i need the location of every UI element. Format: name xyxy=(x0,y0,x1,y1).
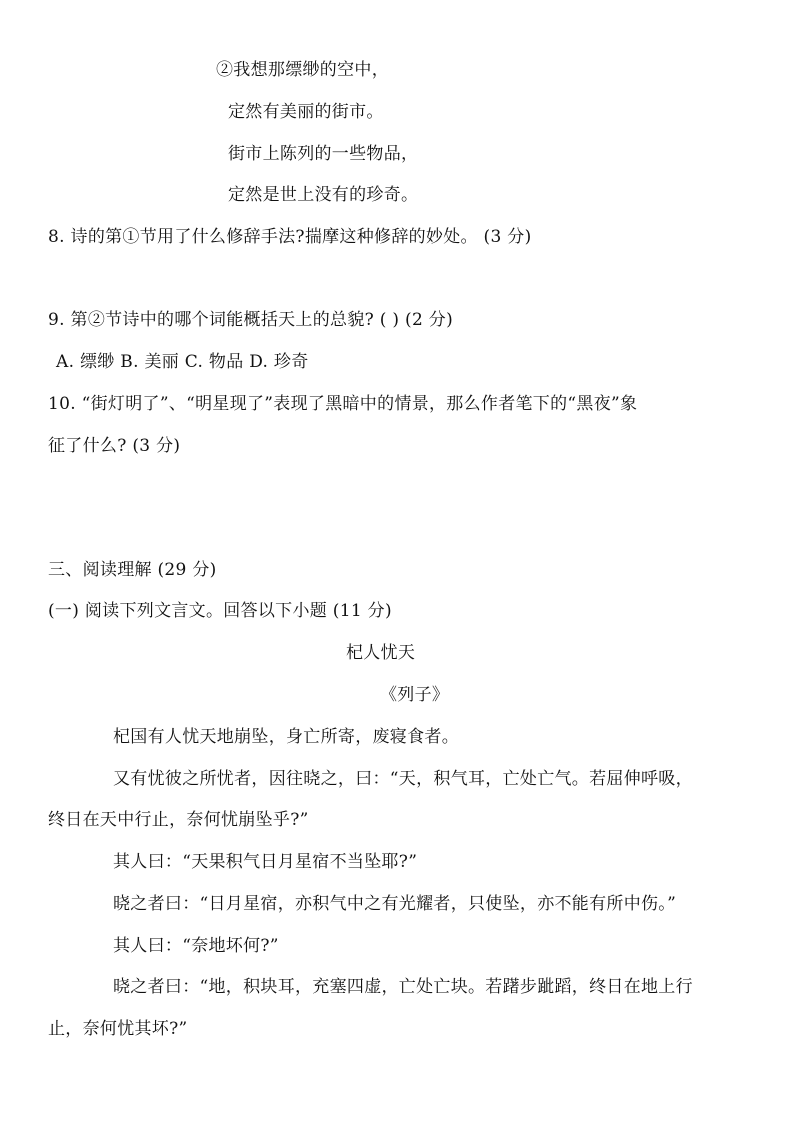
sub-section-heading: (一) 阅读下列文言文。回答以下小题 (11 分) xyxy=(48,601,392,621)
passage-paragraph: 其人曰：“奈地坏何?” xyxy=(113,936,279,956)
poem-line: 定然有美丽的街市。 xyxy=(228,102,384,122)
passage-author: 《列子》 xyxy=(380,685,450,705)
poem-line: 定然是世上没有的珍奇。 xyxy=(228,185,419,205)
question-9-options: A. 缥缈 B. 美丽 C. 物品 D. 珍奇 xyxy=(56,352,309,372)
section-heading: 三、阅读理解 (29 分) xyxy=(48,560,217,580)
passage-title: 杞人忧天 xyxy=(346,643,416,663)
passage-paragraph: 晓之者曰：“日月星宿，亦积气中之有光耀者，只使坠，亦不能有所中伤。” xyxy=(113,894,677,914)
question-10-line: 征了什么? (3 分) xyxy=(48,436,181,456)
passage-paragraph: 其人曰：“天果积气日月星宿不当坠耶?” xyxy=(113,852,418,872)
poem-line: ②我想那缥缈的空中， xyxy=(216,60,389,80)
passage-paragraph: 又有忧彼之所忧者，因往晓之，曰：“天，积气耳，亡处亡气。若屈伸呼吸， xyxy=(113,769,693,789)
poem-line: 街市上陈列的一些物品， xyxy=(228,144,419,164)
passage-paragraph: 晓之者曰：“地，积块耳，充塞四虚，亡处亡块。若躇步跐蹈，终日在地上行 xyxy=(113,977,693,997)
question-9: 9. 第②节诗中的哪个词能概括天上的总貌? ( ) (2 分) xyxy=(48,310,453,330)
question-10-line: 10. “街灯明了”、“明星现了”表现了黑暗中的情景，那么作者笔下的“黑夜”象 xyxy=(48,394,638,414)
passage-paragraph-continuation: 终日在天中行止，奈何忧崩坠乎?” xyxy=(48,810,309,830)
passage-paragraph-continuation: 止，奈何忧其坏?” xyxy=(48,1019,188,1039)
question-8: 8. 诗的第①节用了什么修辞手法?揣摩这种修辞的妙处。 (3 分) xyxy=(48,227,532,247)
passage-paragraph: 杞国有人忧天地崩坠，身亡所寄，废寝食者。 xyxy=(113,727,459,747)
